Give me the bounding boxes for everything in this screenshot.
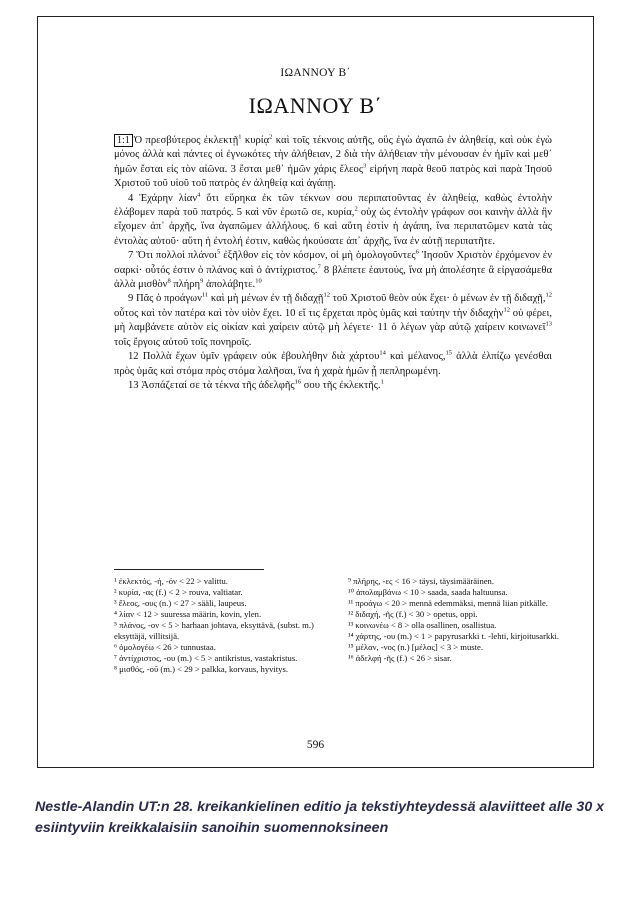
footnote-item: ⁹ πλήρης, -ες < 16 > täysi, täysimääräinen. [348, 576, 494, 586]
text-run: 9 Πᾶς ὁ προάγων [128, 293, 202, 305]
footnote-item: ⁷ ἀντίχριστος, -ου (m.) < 5 > antikristus, vastakristus. [114, 653, 298, 663]
text-run: Ὁ πρεσβύτερος ἐκλεκτῇ [133, 135, 239, 146]
footnote-item: ⁴ λίαν < 12 > suuressa määrin, kovin, ylen. [114, 609, 262, 619]
footnote-item: ⁸ μισθός, -οῦ (m.) < 29 > palkka, korvaus, hyvitys. [114, 664, 288, 674]
text-run: ἐξῆλθον εἰς τὸν κόσμον, οἱ μὴ ὁμολογοῦντες [220, 250, 416, 262]
footnote-ref: 3 [363, 162, 367, 170]
footnote-ref: 6 [415, 248, 419, 256]
book-title: ΙΩΑΝΝΟΥ Β΄ [248, 93, 383, 118]
footnote-ref: 4 [197, 191, 201, 199]
footnote-ref: 8 [167, 277, 171, 285]
footnote-item: ¹ ἐκλεκτός, -ή, -όν < 22 > valittu. [114, 576, 228, 586]
footnotes-right-column [348, 576, 566, 675]
footnotes-left-column [114, 576, 332, 675]
greek-text-body [114, 134, 552, 393]
text-run: ἀλλὰ ἐλπίζω γενέσθαι πρὸς ὑμᾶς καὶ στόμα πρὸς στόμα λαλῆσαι, ἵνα ἡ χαρὰ ἡμῶν ᾖ πεπληρωμένη. [114, 351, 552, 377]
footnote-ref: 5 [216, 248, 221, 256]
footnote-ref: 12 [545, 291, 552, 299]
text-run: 8 βλέπετε ἑαυτούς, ἵνα μὴ ἀπολέσητε ἃ εἰργασάμεθα ἀλλὰ μισθὸν [114, 264, 552, 291]
footnote-item: ¹¹ προάγω < 20 > mennä edemmäksi, mennä liian pitkälle. [348, 598, 548, 608]
footnote-item: ¹⁵ μέλαν, -νος (n.) [μέλας] < 3 > muste. [348, 642, 483, 652]
footnote-ref: 13 [545, 320, 552, 328]
footnote-ref: 15 [445, 349, 453, 357]
footnote-item: ² κυρία, -ας (f.) < 2 > rouva, valtiatar. [114, 587, 243, 597]
footnote-ref: 9 [200, 277, 204, 285]
footnote-ref: 1 [380, 378, 384, 386]
footnote-ref: 12 [503, 306, 510, 314]
text-run: οὐ φέρει, μὴ λαμβάνετε αὐτὸν εἰς οἰκίαν καὶ χαίρειν αὐτῷ μὴ λέγετε· 11 ὁ λέγων γὰρ αὐτῷ χαίρειν κοινωνεῖ [114, 307, 552, 334]
paragraph-1 [114, 134, 552, 192]
footnote-ref: 7 [317, 263, 321, 271]
footnote-ref: 16 [294, 378, 302, 386]
text-run: καὶ μὴ μένων ἐν τῇ διδαχῇ [208, 293, 324, 305]
footnotes [114, 576, 566, 675]
text-run: ἀπολάβητε. [203, 279, 256, 291]
text-run: τοῦ Χριστοῦ θεὸν οὐκ ἔχει· ὁ μένων ἐν τῇ διδαχῇ, [329, 293, 546, 305]
footnote-ref: 2 [354, 205, 358, 213]
footnote-item: ⁶ ὁμολογέω < 26 > tunnustaa. [114, 642, 216, 652]
chapter-verse-marker: 1:1 [114, 134, 133, 147]
paragraph-6 [114, 379, 552, 393]
footnote-ref: 11 [201, 291, 209, 299]
paragraph-2 [114, 192, 552, 250]
paragraph-5 [114, 350, 552, 379]
footnote-item: ¹⁶ ἀδελφή -ῆς (f.) < 26 > sisar. [348, 653, 452, 663]
paragraph-3 [114, 249, 552, 292]
text-run: εἰρήνη παρὰ θεοῦ πατρὸς καὶ παρὰ Ἰησοῦ Χριστοῦ τοῦ υἱοῦ τοῦ πατρὸς ἐν ἀληθείᾳ καὶ ἀγάπῃ. [114, 163, 553, 190]
footnote-item: ¹⁴ χάρτης, -ου (m.) < 1 > papyrusarkki t. -lehti, kirjoitusarkki. [348, 631, 560, 641]
footnote-ref: 10 [255, 277, 262, 285]
footnote-item: ³ ἔλεος, -ους (n.) < 27 > sääli, laupeus. [114, 598, 247, 608]
text-run: 4 Ἐχάρην λίαν [128, 192, 198, 204]
footnote-item: ¹² διδαχή, -ῆς (f.) < 30 > opetus, oppi. [348, 609, 478, 619]
footnote-item: ⁵ πλάνος, -ον < 5 > harhaan johtava, eksyttävä, (subst. m.) eksyttäjä, villitsijä. [114, 620, 314, 641]
image-caption: Nestle-Alandin UT:n 28. kreikankielinen editio ja tekstiyhteydessä alaviitteet alle 30 x esiintyviin kreikkalaisiin sanoihin suomennoksineen [35, 799, 605, 836]
footnote-item: ¹⁰ ἀπολαμβάνω < 10 > saada, saada haltuunsa. [348, 587, 508, 597]
text-run: Ἰησοῦν Χριστὸν ἐρχόμενον ἐν σαρκί· οὗτός ἐστιν ὁ πλάνος καὶ ὁ ἀντίχριστος. [114, 250, 552, 276]
footnote-divider [114, 569, 264, 570]
text-run: καὶ μέλανος, [385, 351, 446, 363]
text-run: οὗτος καὶ τὸν πατέρα καὶ τὸν υἱὸν ἔχει. 10 εἴ τις ἔρχεται πρὸς ὑμᾶς καὶ ταύτην τὴν διδαχὴν [114, 307, 504, 319]
footnote-ref: 12 [323, 291, 330, 299]
text-run: πλήρη [170, 279, 201, 291]
text-run: 12 Πολλὰ ἔχων ὑμῖν γράφειν οὐκ ἐβουλήθην διὰ χάρτου [128, 351, 380, 363]
scanned-page [37, 16, 594, 768]
text-run: ὅτι εὕρηκα ἐκ τῶν τέκνων σου περιπατοῦντας ἐν ἀληθείᾳ, καθὼς ἐντολὴν ἐλάβομεν παρὰ τοῦ πατρός. 5 καὶ νῦν ἐρωτῶ σε, κυρία, [114, 192, 552, 219]
running-head: ΙΩΑΝΝΟΥ Β΄ [280, 67, 351, 79]
text-run: σου τῆς ἐκλεκτῆς. [301, 379, 381, 391]
page-number: 596 [306, 739, 325, 751]
paragraph-4 [114, 292, 552, 350]
text-run: καὶ τοῖς τέκνοις αὐτῆς, οὓς ἐγὼ ἀγαπῶ ἐν ἀληθείᾳ, καὶ οὐκ ἐγὼ μόνος ἀλλὰ καὶ πάντες οἱ ἐγνωκότες τὴν ἀλήθειαν, 2 διὰ τὴν ἀλήθειαν τὴν μένουσαν ἐν ἡμῖν καὶ μεθ᾽ ἡμῶν ἔσται εἰς τὸν αἰῶνα. 3 ἔσται μεθ᾽ ἡμῶν χάρις ἔλεος [114, 135, 553, 175]
text-run: οὐχ ὡς ἐντολὴν γράφων σοι καινὴν ἀλλὰ ἣν εἴχομεν ἀπ᾽ ἀρχῆς, ἵνα ἀγαπῶμεν ἀλλήλους. 6 καὶ αὕτη ἐστὶν ἡ ἀγάπη, ἵνα περιπατῶμεν κατὰ τὰς ἐντολὰς αὐτοῦ· αὕτη ἡ ἐντολή ἐστιν, καθὼς ἠκούσατε ἀπ᾽ ἀρχῆς, ἵνα ἐν αὐτῇ περιπατῆτε. [114, 207, 552, 247]
text-run: 13 Ἀσπάζεταί σε τὰ τέκνα τῆς ἀδελφῆς [128, 379, 295, 391]
text-run: κυρίᾳ [241, 135, 270, 146]
text-run: 7 Ὅτι πολλοὶ πλάνοι [128, 250, 217, 262]
footnote-ref: 2 [269, 133, 273, 141]
text-run: τοῖς ἔργοις αὐτοῦ τοῖς πονηροῖς. [114, 336, 252, 348]
footnote-item: ¹³ κοινωνέω < 8 > olla osallinen, osallistua. [348, 620, 497, 630]
footnote-ref: 1 [238, 133, 242, 141]
footnote-ref: 14 [379, 349, 386, 357]
